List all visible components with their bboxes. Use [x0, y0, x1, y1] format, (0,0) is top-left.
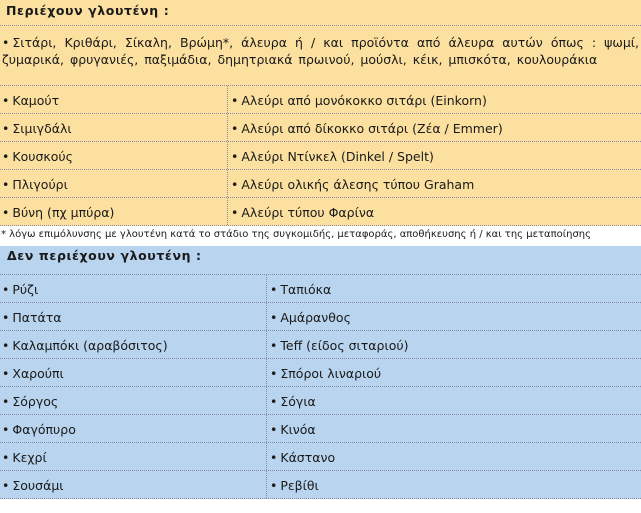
table-cell-right [267, 303, 641, 330]
bullet-icon: • [270, 282, 278, 297]
item-text: Πλιγούρι [12, 177, 68, 192]
bullet-icon: • [270, 450, 278, 465]
item-text: Καλαμπόκι (αραβόσιτος) [12, 338, 168, 353]
table-cell-right [267, 387, 641, 414]
item-text: Χαρούπι [12, 366, 64, 381]
table-cell-left [0, 198, 228, 225]
bullet-icon: • [231, 177, 239, 192]
table-row [0, 114, 641, 142]
table-cell-right [267, 471, 641, 498]
table-cell-left [0, 303, 267, 330]
table-cell-left [0, 331, 267, 358]
no-gluten-section-header [0, 246, 641, 270]
no-gluten-grain-list [0, 275, 641, 499]
item-text: Σόγια [280, 394, 316, 409]
table-cell-right [228, 86, 641, 113]
table-cell-right [267, 331, 641, 358]
table-cell-right [267, 275, 641, 302]
table-cell-right [228, 142, 641, 169]
table-cell-left [0, 170, 228, 197]
bullet-icon: • [2, 149, 10, 164]
bullet-icon: • [2, 422, 10, 437]
table-row [0, 415, 641, 443]
bullet-icon: • [2, 366, 10, 381]
bullet-icon: • [2, 338, 10, 353]
table-cell-left [0, 415, 267, 442]
item-text: Αλεύρι από δίκοκκο σιτάρι (Ζέα / Emmer) [241, 121, 503, 136]
bullet-icon: • [270, 478, 278, 493]
table-cell-left [0, 443, 267, 470]
bullet-icon: • [270, 422, 278, 437]
item-text: Σόργος [12, 394, 59, 409]
item-text: Αλεύρι από μονόκοκκο σιτάρι (Einkorn) [241, 93, 487, 108]
table-row [0, 198, 641, 226]
table-cell-left [0, 359, 267, 386]
bullet-icon: • [2, 282, 10, 297]
bullet-icon: • [2, 93, 10, 108]
item-text: Αμάρανθος [280, 310, 351, 325]
item-text: Κάστανο [280, 450, 336, 465]
table-cell-left [0, 275, 267, 302]
item-text: Κινόα [280, 422, 316, 437]
contamination-footnote [0, 226, 641, 246]
bullet-icon: • [231, 93, 239, 108]
gluten-header-text: Περιέχουν γλουτένη : [6, 3, 170, 18]
item-text: Αλεύρι Ντίνκελ (Dinkel / Spelt) [241, 149, 434, 164]
table-row [0, 142, 641, 170]
bullet-icon: • [2, 177, 10, 192]
footnote-text: * λόγω επιμόλυνσης με γλουτένη κατά το στάδιο της συγκομιδής, μεταφοράς, αποθήκευσης ή / και της μεταποίησης [1, 229, 591, 240]
item-text: Ρύζι [12, 282, 39, 297]
table-row [0, 387, 641, 415]
item-text: Ταπιόκα [280, 282, 332, 297]
table-row [0, 331, 641, 359]
item-text: Πατάτα [12, 310, 62, 325]
bullet-icon: • [2, 121, 10, 136]
bullet-icon: • [231, 149, 239, 164]
item-text: Κεχρί [12, 450, 47, 465]
table-cell-right [267, 443, 641, 470]
table-row [0, 275, 641, 303]
item-text: Βύνη (πχ μπύρα) [12, 205, 115, 220]
bullet-icon: • [2, 478, 10, 493]
bullet-icon: • [270, 310, 278, 325]
item-text: Καμούτ [12, 93, 60, 108]
item-text: Ρεβίθι [280, 478, 319, 493]
bullet-icon: • [231, 121, 239, 136]
item-text: Σουσάμι [12, 478, 64, 493]
table-cell-right [228, 198, 641, 225]
table-cell-left [0, 471, 267, 498]
table-row [0, 86, 641, 114]
table-cell-left [0, 387, 267, 414]
item-text: Σπόροι λιναριού [280, 366, 382, 381]
table-row [0, 303, 641, 331]
bullet-icon: • [2, 394, 10, 409]
item-text: Σιμιγδάλι [12, 121, 72, 136]
item-text: Φαγόπυρο [12, 422, 76, 437]
table-row [0, 471, 641, 499]
gluten-grain-list [0, 86, 641, 226]
bullet-icon: • [270, 338, 278, 353]
gluten-intro-text: Σιτάρι, Κριθάρι, Σίκαλη, Βρώμη*, άλευρα ή / και προϊόντα από άλευρα αυτών όπως : ψωμί, ζυμαρικά, φρυγανιές, παξιμάδια, δημητριακά πρωινού, μούσλι, κέικ, μπισκότα, κουλουράκια [2, 35, 639, 67]
table-cell-right [228, 170, 641, 197]
bullet-icon: • [2, 310, 10, 325]
bullet-icon: • [2, 450, 10, 465]
gluten-section-header [0, 0, 641, 26]
table-row [0, 443, 641, 471]
bullet-icon: • [231, 205, 239, 220]
bullet-icon: • [270, 366, 278, 381]
table-cell-right [228, 114, 641, 141]
table-cell-left [0, 142, 228, 169]
item-text: Teff (είδος σιταριού) [280, 338, 409, 353]
item-text: Κουσκούς [12, 149, 73, 164]
table-cell-left [0, 114, 228, 141]
table-cell-right [267, 415, 641, 442]
table-cell-right [267, 359, 641, 386]
table-row [0, 170, 641, 198]
table-cell-left [0, 86, 228, 113]
no-gluten-header-text: Δεν περιέχουν γλουτένη : [7, 248, 202, 263]
gluten-intro [0, 26, 641, 86]
item-text: Αλεύρι ολικής άλεσης τύπου Graham [241, 177, 475, 192]
bullet-icon: • [270, 394, 278, 409]
table-row [0, 359, 641, 387]
bullet-icon: • [2, 205, 10, 220]
item-text: Αλεύρι τύπου Φαρίνα [241, 205, 375, 220]
bullet-icon: • [2, 35, 10, 50]
